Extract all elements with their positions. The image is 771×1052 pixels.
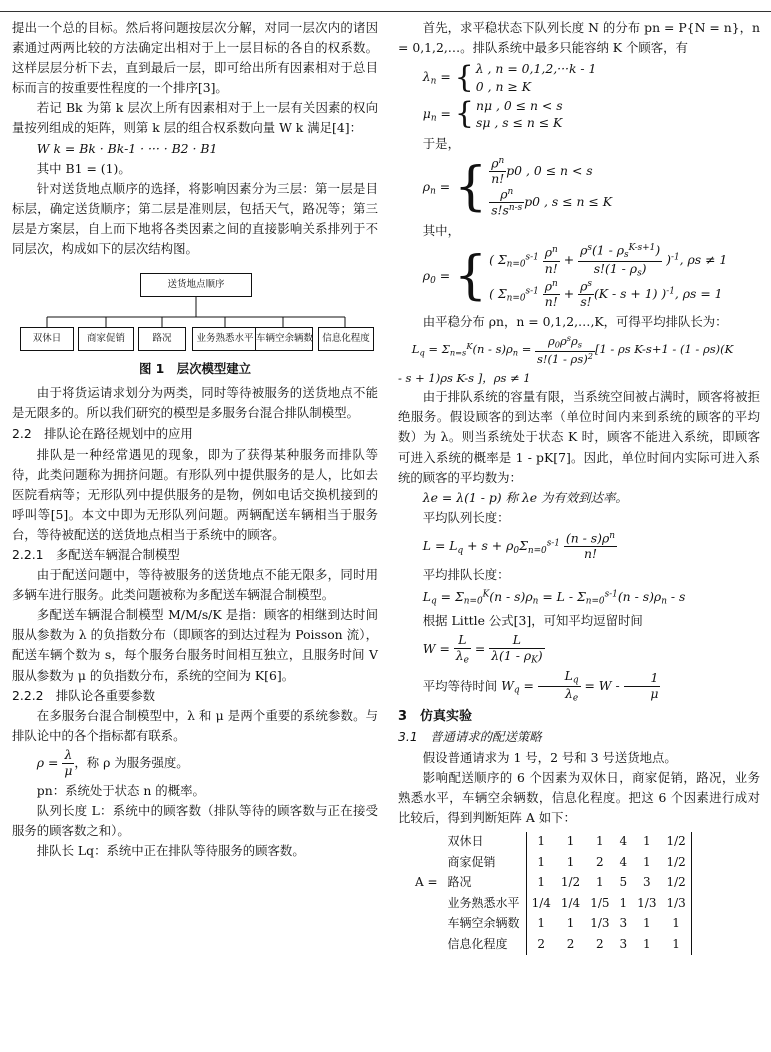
node-road: 路况 [138,327,186,351]
figure-caption: 图 1 层次模型建立 [138,361,252,377]
matrix-cell: 1 [566,916,575,931]
page-header-rule [0,0,771,12]
equation-mu-n: $\mu_n$ = { nμ , 0 ≤ n < s sμ , s ≤ n ≤ K [422,96,563,132]
matrix-row-label: 信息化程度 [447,936,508,951]
paragraph-assumption: 假设普通请求为 1 号，2 号和 3 号送货地点。 [422,749,677,765]
matrix-cell: 1/4 [560,895,581,910]
matrix-label-cell [410,934,443,955]
matrix-cell: 1 [661,934,691,955]
matrix-cell: 1 [619,895,628,910]
matrix-cell: 1/2 [560,875,581,890]
matrix-cell: 1 [566,834,575,849]
section-3-heading: 3 仿真实验 [398,709,473,725]
paragraph-factors: 影响配送顺序的 6 个因素为双休日，商家促销，路况，业务熟悉水平，车辆空余辆数，信息化程度。把这 6 个因素进行成对比较后，得到判断矩阵 A 如下： [398,769,760,825]
matrix-cell: 1/2 [661,873,691,894]
matrix-label-cell [410,832,443,853]
matrix-label-cell: A = [415,875,438,890]
node-promotion: 商家促销 [78,327,134,351]
paragraph-mmsk: 多配送车辆混合制模型 M/M/s/K 是指：顾客的相继到达时间服从参数为 λ 的负指数分布（即顾客的到达过程为 Poisson 流），配送车辆个数为 s，每个服务台服务时间相互独立，且服务时间 V 服从参数为 μ 的负指数分布，系统的空间为 K[6]。 [12,607,378,683]
matrix-label-cell [410,914,443,935]
matrix-cell: 1 [566,854,575,869]
matrix-cell: 1 [526,852,556,873]
right-column [398,18,760,955]
matrix-cell: 3 [619,916,628,931]
node-informatization: 信息化程度 [318,327,374,351]
matrix-row-label: 车辆空余辆数 [447,916,520,931]
equation-L: $L = L_q + s + \rho_0\Sigma_{n=0}^{s-1}$ $\frac{(n - s)\rho^n}{n!}$ [422,530,616,562]
left-column [12,18,378,861]
text-avg-length: 平均队列长度： [422,509,510,525]
matrix-cell: 3 [642,875,651,890]
node-weekend: 双休日 [20,327,74,351]
paragraph-intro: 提出一个总的目标。然后将问题按层次分解，对同一层次内的诸因素通过两两比较的方法确定出相对于上一层目标的各自的权系数。这样层层分析下去，直到最后一层，即可给出所有因素相对于总目标而言的按重要性程度的一个排序[3]。 [12,20,378,96]
matrix-cell: 2 [566,936,575,951]
equation-W: W = $\frac{L}{\lambda_e}$ = $\frac{L}{\lambda(1 - \rho_K)}$ [422,632,543,666]
node-vehicles: 车辆空余辆数 [255,327,313,351]
matrix-cell: 1/3 [590,916,610,931]
matrix-cell: 1/2 [661,832,691,853]
equation-b1: 其中 B1 = (1)。 [36,160,131,176]
matrix-cell: 1 [642,854,651,869]
paragraph-params: 在多服务台混合制模型中，λ 和 μ 是两个重要的系统参数。与排队论中的各个指标都有联系。 [12,707,378,743]
paragraph-pn: pn：系统处于状态 n 的概率。 [36,782,205,798]
equation-lambda-e: λe = λ(1 - p) 称 λe 为有效到达率。 [422,489,628,505]
matrix-cell: 1 [642,834,651,849]
matrix-cell: 1 [661,914,691,935]
matrix-cell: 1 [526,832,556,853]
section-3-1-heading: 3.1 普通请求的配送策略 [398,729,542,745]
matrix-cell: 1/5 [590,895,610,910]
equation-lq-sum: $L_q = \Sigma_{n=0}^K(n - s)\rho_n = L - \Sigma_{n=0}^{s-1}(n - s)\rho_n - s$ [422,589,686,607]
matrix-row [410,893,691,914]
text-avg-queue: 平均排队长度： [422,567,510,583]
equation-lambda-n: $\lambda_n$ = { λ , n = 0,1,2,···k - 1 0 , n ≥ K [422,59,597,95]
section-2-2-2-heading: 2.2.2 排队论各重要参数 [12,687,156,703]
paragraph-avg-queue: 由平稳分布 ρn，n = 0,1,2,…,K，可得平均排队长为： [422,314,728,330]
matrix-row-label: 业务熟悉水平 [447,895,520,910]
equation-Wq: 平均等待时间 $W_q$ = $\frac{L_q}{\lambda_e}$ = W - $\frac{1}{\mu}$ [422,667,659,704]
section-2-2-1-heading: 2.2.1 多配送车辆混合制模型 [12,546,180,562]
hierarchy-figure [12,267,378,357]
matrix-cell: 1/4 [526,893,556,914]
matrix-cell: 2 [596,854,604,869]
matrix-cell: 2 [596,936,604,951]
matrix-row-label: 双休日 [447,834,484,849]
judgment-matrix [410,832,760,955]
paragraph-queue-length: 队列长度 L：系统中的顾客数（排队等待的顾客数与正在接受服务的顾客数之和）。 [12,802,378,838]
matrix-row [410,873,691,894]
matrix-row [410,832,691,853]
paragraph-model-type: 由于将货运请求划分为两类，同时等待被服务的送货地点不能是无限多的。所以我们研究的模型是多服务台混合排队制模型。 [12,385,378,421]
matrix-cell: 1/3 [637,895,657,910]
matrix-row [410,914,691,935]
matrix-row-label: 商家促销 [447,854,496,869]
matrix-row [410,934,691,955]
matrix-cell: 5 [619,875,628,890]
paragraph-lq: 排队长 Lq：系统中正在排队等待服务的顾客数。 [36,842,305,858]
equation-lq-2: - s + 1)ρs K-s ]，ρs ≠ 1 [398,370,531,385]
matrix-cell: 2 [526,934,556,955]
paragraph-multi-vehicle: 由于配送问题中，等待被服务的送货地点不能无限多，同时用多辆车进行服务。此类问题被称为多配送车辆混合制模型。 [12,567,378,603]
equation-rho: ρ = $\frac{\lambda}{\mu}$ ，称 ρ 为服务强度。 [36,746,189,778]
equation-rho-n: $\rho_n$ = { $\frac{\rho^n}{n!}$ p0 , 0 ≤ n < s $\frac{\rho^n}{s!s^{n-s}}$ p0 , s ≤ n ≤ K [422,155,612,218]
node-skill: 业务熟悉水平 [192,327,258,351]
equation-weight: W k = Bk · Bk-1 · ··· · B2 · B1 [36,140,218,156]
text-qizhong: 其中， [422,222,460,238]
node-goal: 送货地点顺序 [140,273,252,297]
equation-lq-1: $L_q = \Sigma_{n=s}^K(n - s)\rho_n$ = $\frac{\rho_0\rho^s\rho_s}{s!(1 - \rho s)^2}$ [1 - ρs K-s+1 - (1 - ρs)(K [411,333,734,366]
matrix-cell: 1 [526,914,556,935]
matrix-cell: 1 [642,936,651,951]
matrix-cell: 1 [596,875,604,890]
matrix-cell: 1/3 [661,893,691,914]
matrix-row-label: 路况 [447,875,472,890]
matrix-cell: 1 [642,916,651,931]
equation-p0: $\rho_0$ = { ( $\Sigma_{n=0}^{s-1}$ $\frac{\rho^n}{n!}$ + $\frac{\rho^s(1 - \rho_s^{K-s+1})}{s!(1 - \rho_s)}$ )$^{-1}$, ρs ≠ 1 ( $\Sigma_{n=0}^{s-1}$ $\frac{\rho^n}{n!}$ + $\frac{\rho^s}{s!}$ (K - s + 1) )$^{-1}$, ρs = 1 [422,242,728,310]
paragraph-layers: 针对送货地点顺序的选择，将影响因素分为三层：第一层是目标层，确定送货顺序；第二层是准则层，包括天气，路况等；第三层是方案层，自上而下地将各类因素之间的直接影响关系排列于不同层次，构成如下的层次结构图。 [12,180,378,257]
matrix-row [410,852,691,873]
paragraph-weight-vector: 若记 Bk 为第 k 层次上所有因素相对于上一层有关因素的权向量按列组成的矩阵，则第 k 层的组合权系数向量 W k 满足[4]： [12,100,378,136]
matrix-cell: 4 [619,834,628,849]
matrix-cell: 4 [619,854,628,869]
matrix-label-cell [410,852,443,873]
matrix-cell: 1/2 [661,852,691,873]
paragraph-queue-intro: 排队是一种经常遇见的现象，即为了获得某种服务而排队等待，此类问题称为拥挤问题。有形队列中提供服务的是人，比如去医院看病等；无形队列中提供服务的是物，例如电话交换机接到的呼叫等[5]。本文中即为无形队列问题。两辆配送车辆相当于服务台，等待被配送的送货地点相当于系统中的顾客。 [12,446,378,542]
text-little: 根据 Little 公式[3]，可知平均逗留时间 [422,613,643,629]
matrix-cell: 3 [619,936,628,951]
matrix-cell: 1 [526,873,556,894]
paragraph-stationary: 首先，求平稳状态下队列长度 N 的分布 pn = P{N = n}，n = 0,1,2,…。排队系统中最多只能容纳 K 个顾客，有 [398,20,760,56]
section-2-2-heading: 2.2 排队论在路径规划中的应用 [12,426,193,442]
matrix-cell: 1 [596,834,604,849]
matrix-label-cell [410,893,443,914]
text-yushi: 于是， [422,135,460,151]
paragraph-capacity: 由于排队系统的容量有限，当系统空间被占满时，顾客将被拒绝服务。假设顾客的到达率（单位时间内来到系统的顾客的平均数）为 λ。则当系统处于状态 K 时，顾客不能进入系统，即顾客可进入系统的概率是 1 - pK[7]。因此，单位时间内实际可进入系统的顾客的平均数为： [398,389,760,485]
